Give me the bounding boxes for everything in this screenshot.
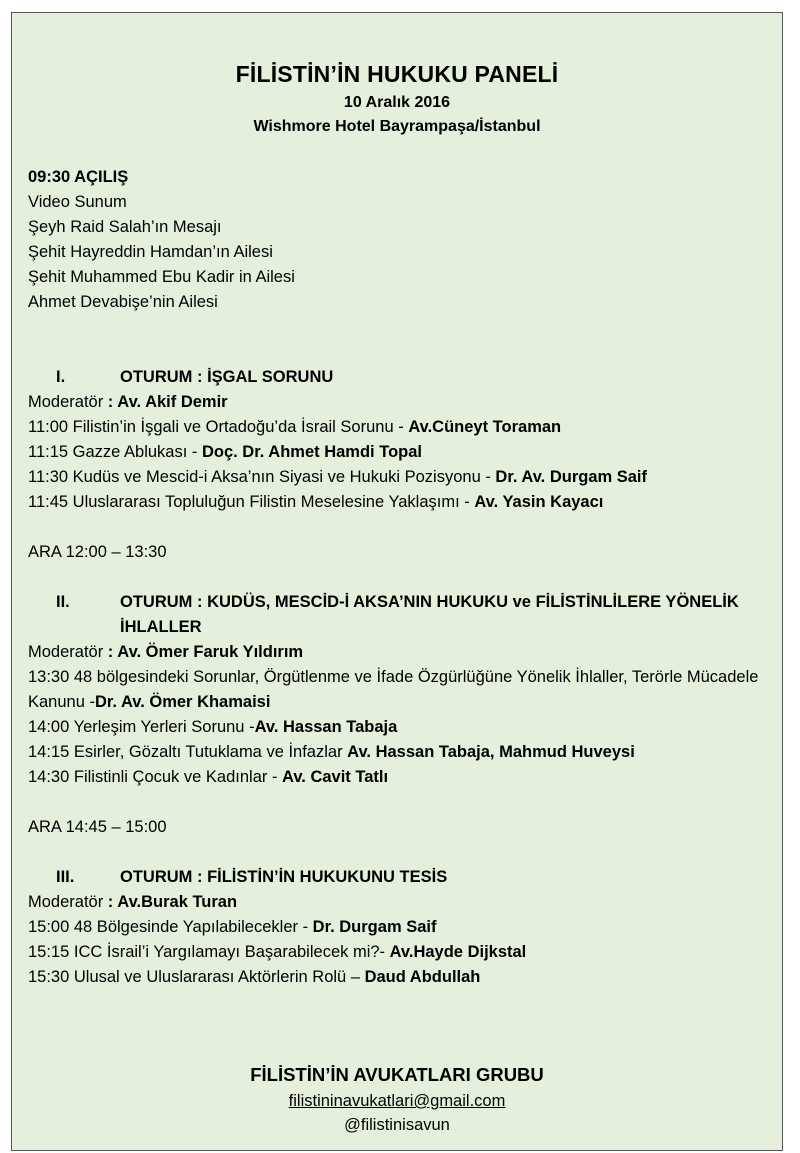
event-venue: Wishmore Hotel Bayrampaşa/İstanbul xyxy=(253,118,541,135)
opening-item: Şehit Hayreddin Hamdan’ın Ailesi xyxy=(28,243,273,261)
document-header xyxy=(12,57,782,139)
talk-text: 11:30 Kudüs ve Mescid-i Aksa’nın Siyasi ve Hukuki Pozisyonu - xyxy=(28,468,496,486)
session-1-title: OTURUM : İŞGAL SORUNU xyxy=(120,368,334,386)
program-content xyxy=(28,165,778,990)
session-3-number: III. xyxy=(56,868,75,886)
talk-item xyxy=(28,440,778,465)
social-handle: @filistinisavun xyxy=(344,1116,450,1134)
talk-item xyxy=(28,915,778,940)
talk-speaker: Dr. Av. Durgam Saif xyxy=(495,468,648,486)
talk-item xyxy=(28,490,778,515)
program-document xyxy=(11,12,783,1151)
talk-text: 11:00 Filistin’in İşgali ve Ortadoğu’da İsrail Sorunu - xyxy=(28,418,409,436)
opening-item: Şehit Muhammed Ebu Kadir in Ailesi xyxy=(28,268,295,286)
session-1-number: I. xyxy=(56,368,66,386)
session-3-title: OTURUM : FİLİSTİN’İN HUKUKUNU TESİS xyxy=(120,868,448,886)
talk-item xyxy=(28,665,778,715)
talk-speaker: Doç. Dr. Ahmet Hamdi Topal xyxy=(201,443,422,461)
talk-speaker: Av. Cavit Tatlı xyxy=(282,768,389,786)
spacer xyxy=(28,565,778,590)
moderator-name: : Av. Ömer Faruk Yıldırım xyxy=(107,643,304,661)
talk-speaker: Av.Cüneyt Toraman xyxy=(408,418,562,436)
moderator-label: Moderatör xyxy=(28,893,104,911)
talk-text: 14:30 Filistinli Çocuk ve Kadınlar - xyxy=(28,768,283,786)
talk-speaker: Dr. Durgam Saif xyxy=(312,918,437,936)
spacer xyxy=(28,515,778,540)
opening-item: Video Sunum xyxy=(28,193,127,211)
talk-item xyxy=(28,940,778,965)
session-1-moderator xyxy=(28,390,778,415)
session-2-heading xyxy=(28,590,778,640)
break-1: ARA 12:00 – 13:30 xyxy=(28,543,167,561)
panel-title: FİLİSTİN’İN HUKUKU PANELİ xyxy=(235,61,559,87)
talk-item xyxy=(28,415,778,440)
session-2-number: II. xyxy=(56,593,70,611)
talk-text: 15:15 ICC İsrail’i Yargılamayı Başarabilecek mi?- xyxy=(28,943,390,961)
session-3-heading xyxy=(28,865,778,890)
talk-item xyxy=(28,740,778,765)
talk-text: 14:15 Esirler, Gözaltı Tutuklama ve İnfazlar xyxy=(28,743,348,761)
moderator-name: : Av.Burak Turan xyxy=(107,893,238,911)
event-date: 10 Aralık 2016 xyxy=(343,94,451,111)
opening-item: Ahmet Devabişe’nin Ailesi xyxy=(28,293,218,311)
talk-item xyxy=(28,465,778,490)
document-footer xyxy=(12,1061,782,1137)
opening-item: Şeyh Raid Salah’ın Mesajı xyxy=(28,218,222,236)
spacer xyxy=(28,315,778,365)
talk-speaker: Av. Yasin Kayacı xyxy=(474,493,604,511)
talk-text: 11:45 Uluslararası Topluluğun Filistin Meselesine Yaklaşımı - xyxy=(28,493,475,511)
moderator-label: Moderatör xyxy=(28,393,104,411)
session-1-heading xyxy=(28,365,778,390)
session-3-moderator xyxy=(28,890,778,915)
moderator-name: : Av. Akif Demir xyxy=(107,393,228,411)
contact-email-link[interactable]: filistininavukatlari@gmail.com xyxy=(288,1092,506,1110)
spacer xyxy=(28,790,778,815)
talk-text: 15:30 Ulusal ve Uluslararası Aktörlerin Rolü – xyxy=(28,968,365,986)
talk-speaker: Av. Hassan Tabaja xyxy=(254,718,398,736)
session-2-moderator xyxy=(28,640,778,665)
break-2: ARA 14:45 – 15:00 xyxy=(28,818,167,836)
talk-item xyxy=(28,765,778,790)
talk-item xyxy=(28,965,778,990)
talk-text: 13:30 48 bölgesindeki Sorunlar, Örgütlenme ve İfade Özgürlüğüne Yönelik İhlaller, Terörle Mücadele Kanunu - xyxy=(28,668,759,711)
organization-name: FİLİSTİN’İN AVUKATLARI GRUBU xyxy=(250,1064,544,1085)
talk-speaker: Av. Hassan Tabaja, Mahmud Huveysi xyxy=(347,743,635,761)
talk-text: 15:00 48 Bölgesinde Yapılabilecekler - xyxy=(28,918,313,936)
talk-text: 14:00 Yerleşim Yerleri Sorunu - xyxy=(28,718,255,736)
talk-speaker: Daud Abdullah xyxy=(364,968,481,986)
opening-heading: 09:30 AÇILIŞ xyxy=(28,168,129,186)
talk-speaker: Dr. Av. Ömer Khamaisi xyxy=(94,693,271,711)
session-2-title: OTURUM : KUDÜS, MESCİD-İ AKSA’NIN HUKUKU ve FİLİSTİNLİLERE YÖNELİK İHLALLER xyxy=(120,593,739,636)
talk-item xyxy=(28,715,778,740)
talk-speaker: Av.Hayde Dijkstal xyxy=(389,943,527,961)
spacer xyxy=(28,840,778,865)
moderator-label: Moderatör xyxy=(28,643,104,661)
talk-text: 11:15 Gazze Ablukası - xyxy=(28,443,202,461)
